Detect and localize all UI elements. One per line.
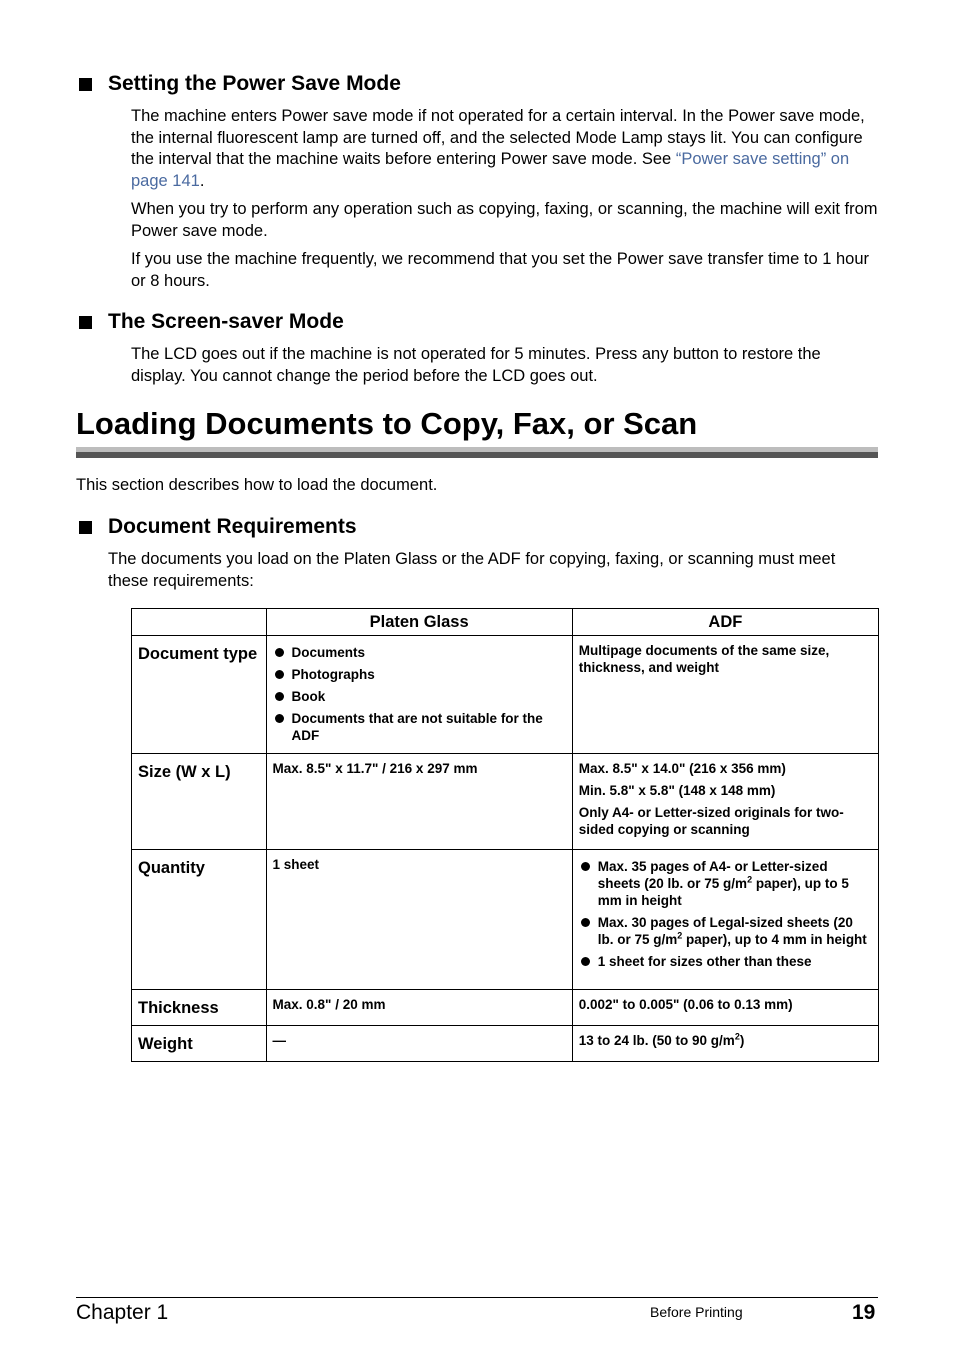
screen-saver-paragraph: The LCD goes out if the machine is not operated for 5 minutes. Press any button to restore the display. You cannot change the period before the LCD goes out. bbox=[131, 345, 821, 385]
square-bullet-icon bbox=[79, 316, 92, 329]
list-item bbox=[579, 858, 872, 909]
row-label: Size (W x L) bbox=[132, 754, 267, 850]
list-item: Photographs bbox=[273, 666, 566, 683]
platen-cell: Max. 8.5" x 11.7" / 216 x 297 mm bbox=[266, 754, 572, 850]
loading-intro: This section describes how to load the document. bbox=[76, 476, 438, 494]
page-number: 19 bbox=[852, 1301, 876, 1324]
heading-text: The Screen-saver Mode bbox=[108, 310, 344, 333]
period: . bbox=[199, 171, 205, 190]
header-adf: ADF bbox=[572, 609, 878, 636]
row-label: Weight bbox=[132, 1026, 267, 1062]
platen-cell: 1 sheet bbox=[266, 850, 572, 990]
size-line: Max. 8.5" x 14.0" (216 x 356 mm) bbox=[578, 761, 786, 776]
footer-section: Before Printing bbox=[650, 1304, 743, 1320]
page-title: Loading Documents to Copy, Fax, or Scan bbox=[76, 406, 698, 441]
text: Max. 30 pages of Legal-sized sheets (20 lb. or 75 g/m bbox=[597, 915, 853, 947]
footer-chapter: Chapter 1 bbox=[76, 1301, 169, 1324]
list-item: Book bbox=[273, 688, 566, 705]
table-row-thickness bbox=[132, 990, 879, 1026]
size-line: Only A4- or Letter-sized originals for two-sided copying or scanning bbox=[578, 805, 844, 837]
table-row-quantity bbox=[132, 850, 879, 990]
adf-cell bbox=[572, 850, 878, 990]
row-label: Quantity bbox=[132, 850, 267, 990]
requirements-heading bbox=[76, 515, 876, 541]
screen-saver-heading bbox=[76, 310, 876, 336]
title-underline bbox=[76, 452, 878, 458]
power-save-paragraph-1 bbox=[131, 106, 879, 192]
header-empty bbox=[132, 609, 267, 636]
superscript: 2 bbox=[677, 930, 683, 941]
text: ) bbox=[739, 1033, 745, 1048]
text: 13 to 24 lb. (50 to 90 g/m bbox=[578, 1033, 735, 1048]
row-label: Document type bbox=[132, 636, 267, 754]
row-label: Thickness bbox=[132, 990, 267, 1026]
square-bullet-icon bbox=[79, 78, 92, 91]
list-item: Documents bbox=[273, 644, 566, 661]
list-item bbox=[579, 914, 872, 948]
text: paper), up to 4 mm in height bbox=[682, 932, 867, 947]
text: paper), up to 5 mm in height bbox=[597, 876, 849, 908]
paragraph-text: The machine enters Power save mode if not operated for a certain interval. In the Power save mode, the internal fluorescent lamp are turned off, and the selected Mode Lamp stays lit. You can configure the interval that the machine waits before entering Power save mode. See bbox=[131, 107, 865, 168]
square-bullet-icon bbox=[79, 521, 92, 534]
power-save-paragraph-2: When you try to perform any operation such as copying, faxing, or scanning, the machine will exit from Power save mode. bbox=[131, 200, 878, 240]
power-save-paragraph-3: If you use the machine frequently, we recommend that you set the Power save transfer time to 1 hour or 8 hours. bbox=[131, 250, 869, 290]
text: Max. 35 pages of A4- or Letter-sized sheets (20 lb. or 75 g/m bbox=[597, 859, 828, 891]
adf-cell: Multipage documents of the same size, thickness, and weight bbox=[572, 636, 878, 754]
adf-cell bbox=[572, 1026, 878, 1062]
power-save-heading bbox=[76, 72, 876, 98]
list-item: Documents that are not suitable for the ADF bbox=[273, 710, 566, 744]
requirements-intro: The documents you load on the Platen Glass or the ADF for copying, faxing, or scanning must meet these requirements: bbox=[108, 550, 836, 590]
requirements-table bbox=[131, 608, 879, 1062]
adf-cell: 0.002" to 0.005" (0.06 to 0.13 mm) bbox=[572, 990, 878, 1026]
platen-cell bbox=[266, 636, 572, 754]
table-row-document-type bbox=[132, 636, 879, 754]
heading-text: Setting the Power Save Mode bbox=[108, 72, 401, 95]
list-item: 1 sheet for sizes other than these bbox=[579, 953, 872, 970]
superscript: 2 bbox=[734, 1031, 740, 1042]
header-platen-glass: Platen Glass bbox=[266, 609, 572, 636]
title-underline-light bbox=[76, 447, 878, 452]
power-save-setting-link[interactable]: “Power save setting” on page 141 bbox=[131, 150, 850, 190]
table-row-weight bbox=[132, 1026, 879, 1062]
table-row-size bbox=[132, 754, 879, 850]
heading-text: Document Requirements bbox=[108, 515, 357, 538]
platen-cell: — bbox=[266, 1026, 572, 1062]
platen-doc-type-list bbox=[273, 644, 566, 744]
platen-cell: Max. 0.8" / 20 mm bbox=[266, 990, 572, 1026]
size-line: Min. 5.8" x 5.8" (148 x 148 mm) bbox=[578, 783, 776, 798]
footer-rule bbox=[76, 1297, 878, 1298]
superscript: 2 bbox=[747, 874, 753, 885]
adf-cell bbox=[572, 754, 878, 850]
adf-quantity-list bbox=[579, 858, 872, 970]
table-header-row bbox=[132, 609, 879, 636]
